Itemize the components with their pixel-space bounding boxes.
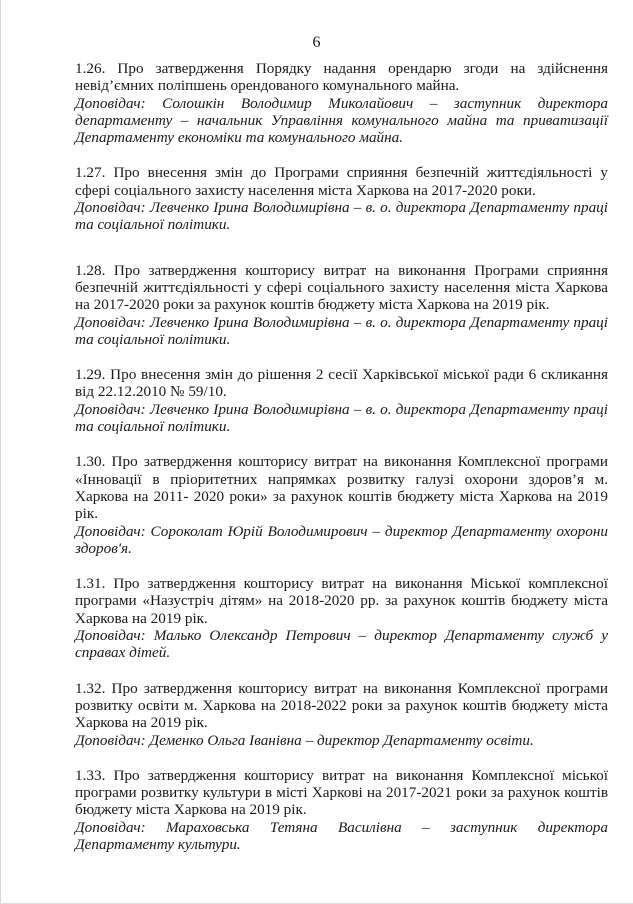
agenda-item-speaker: Доповідач: Сороколат Юрій Володимирович – директор Департаменту охорони здоров'я. bbox=[75, 522, 608, 557]
agenda-item-title: 1.29. Про внесення змін до рішення 2 сесії Харківської міської ради 6 скликання від 22.12.2010 № 59/10. bbox=[75, 366, 608, 401]
agenda-list bbox=[75, 60, 608, 853]
agenda-item-title: 1.27. Про внесення змін до Програми сприяння безпечній життєдіяльності у сфері соціального захисту населення міста Харкова на 2017-2020 роки. bbox=[75, 164, 608, 199]
agenda-item-title: 1.30. Про затвердження кошторису витрат на виконання Комплексної програми «Інновації в пріоритетних напрямках розвитку галузі охорони здоров’я м. Харкова на 2011- 2020 роки» за рахунок коштів бюджету міста Харкова на 2019 рік. bbox=[75, 453, 608, 523]
agenda-item-speaker: Доповідач: Мараховська Тетяна Василівна – заступник директора Департаменту культури. bbox=[75, 818, 608, 853]
scan-edge-left bbox=[0, 0, 1, 904]
agenda-item-title: 1.33. Про затвердження кошторису витрат на виконання Комплексної міської програми розвитку культури в місті Харкові на 2017-2021 роки за рахунок коштів бюджету міста Харкова на 2019 рік. bbox=[75, 766, 608, 819]
agenda-item-1-26 bbox=[75, 60, 608, 146]
agenda-item-1-32 bbox=[75, 680, 608, 749]
agenda-item-title: 1.32. Про затвердження кошторису витрат на виконання Комплексної програми розвитку освіти м. Харкова на 2018-2022 роки за рахунок коштів бюджету міста Харкова на 2019 рік. bbox=[75, 679, 608, 732]
agenda-item-1-31 bbox=[75, 575, 608, 661]
agenda-item-speaker: Доповідач: Деменко Ольга Іванівна – директор Департаменту освіти. bbox=[75, 731, 534, 749]
agenda-item-speaker: Доповідач: Малько Олександр Петрович – директор Департаменту служб у справах дітей. bbox=[75, 627, 608, 662]
agenda-item-title: 1.26. Про затвердження Порядку надання орендарю згоди на здійснення невід’ємних поліпшень орендованого комунального майна. bbox=[75, 60, 608, 95]
agenda-item-title: 1.31. Про затвердження кошторису витрат на виконання Міської комплексної програми «Назустріч дітям» на 2018-2020 рр. за рахунок коштів бюджету міста Харкова на 2019 рік. bbox=[75, 575, 608, 627]
agenda-item-speaker: Доповідач: Солошкін Володимир Миколайович – заступник директора департаменту – начальник Управління комунального майна та приватизації Департаменту економіки та комунального майна. bbox=[75, 94, 608, 147]
agenda-item-speaker: Доповідач: Левченко Ірина Володимирівна – в. о. директора Департаменту праці та соціальної політики. bbox=[75, 199, 608, 234]
item-spacer bbox=[75, 557, 608, 575]
agenda-item-1-28 bbox=[75, 262, 608, 348]
agenda-item-speaker: Доповідач: Левченко Ірина Володимирівна – в. о. директора Департаменту праці та соціальної політики. bbox=[75, 313, 608, 348]
item-spacer bbox=[75, 348, 608, 366]
agenda-item-speaker: Доповідач: Левченко Ірина Володимирівна – в. о. директора Департаменту праці та соціальної політики. bbox=[75, 400, 608, 436]
item-spacer bbox=[75, 234, 608, 262]
agenda-item-1-29 bbox=[75, 366, 608, 435]
item-spacer bbox=[75, 435, 608, 453]
item-spacer bbox=[75, 749, 608, 767]
page-number: 6 bbox=[312, 34, 321, 51]
item-spacer bbox=[75, 146, 608, 164]
item-spacer bbox=[75, 662, 608, 680]
agenda-item-title: 1.28. Про затвердження кошторису витрат на виконання Програми сприяння безпечній життєдіяльності у сфері соціального захисту населення міста Харкова на 2017-2020 роки за рахунок коштів бюджету міста Харкова на 2019 рік. bbox=[75, 261, 608, 314]
agenda-item-1-33 bbox=[75, 767, 608, 853]
agenda-item-1-30 bbox=[75, 453, 608, 557]
agenda-item-1-27 bbox=[75, 164, 608, 233]
